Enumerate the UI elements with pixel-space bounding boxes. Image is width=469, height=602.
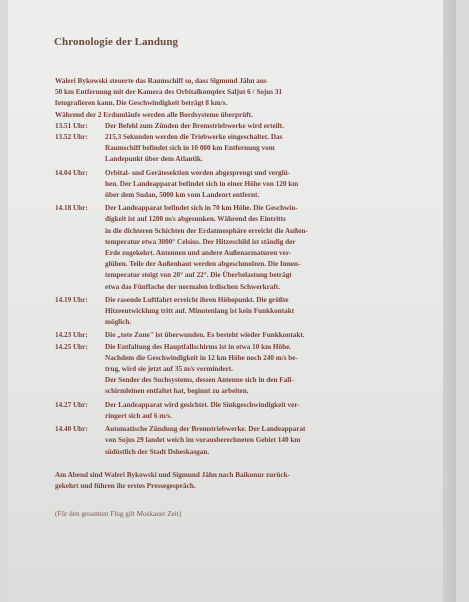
entry-line: möglich.	[105, 318, 132, 327]
entry-line: Landepunkt über dem Atlantik.	[105, 155, 203, 164]
intro-line: 50 km Entfernung mit der Kamera des Orbitalkomplex Saljut 6 / Sojus 31	[55, 88, 283, 97]
entry-time: 14.19 Uhr:	[55, 295, 88, 304]
timeline-entry	[55, 203, 439, 293]
entry-line: Orbital- und Gerätesektion werden abgesprengt und verglü-	[105, 168, 291, 177]
entry-line: Die rasende Luftfahrt erreicht ihren Höhepunkt. Die größte	[105, 295, 289, 304]
entry-time: 13.51 Uhr:	[55, 121, 88, 130]
entry-line: digkeit ist auf 1200 m/s abgesunken. Während des Eintritts	[105, 215, 286, 224]
timeline-entry	[55, 168, 439, 202]
entry-line: glühen. Teile der Außenhaut werden abgeschmolzen. Die Innen-	[105, 260, 301, 269]
document-title: Chronologie der Landung	[54, 36, 179, 48]
entry-line: Raumschiff befindet sich in 10 000 km Entfernung vom	[105, 144, 275, 153]
entry-line: hen. Der Landeapparat befindet sich in einer Höhe von 120 km	[105, 179, 299, 188]
entry-line: Der Landeapparat wird gesichtet. Die Sinkgeschwindigkeit ver-	[105, 400, 300, 409]
timezone-footnote: (Für den gesamten Flug gilt Moskauer Zeit)	[55, 510, 182, 519]
timeline-entry	[55, 295, 439, 329]
closing-paragraph	[55, 470, 439, 492]
entry-time: 14.25 Uhr:	[55, 342, 88, 351]
entry-line: etwa das Fünffache der normalen irdischen Schwerkraft.	[105, 282, 280, 291]
entry-time: 14.27 Uhr:	[55, 400, 88, 409]
entry-line: schirmleinen entfaltet hat, beginnt zu arbeiten.	[105, 387, 249, 396]
entry-line: Der Landeapparat befindet sich in 70 km Höhe. Die Geschwin-	[105, 204, 298, 213]
entry-text	[105, 424, 439, 458]
document-body	[55, 76, 439, 520]
entry-line: Der Sender des Suchsystems, dessen Antenne sich in den Fall-	[105, 376, 294, 385]
entry-line: Erde zugekehrt. Antennen und andere Außenarmaturen ver-	[105, 249, 292, 258]
entry-text	[105, 342, 439, 398]
entry-time: 14.40 Uhr:	[55, 425, 88, 434]
closing-line: Am Abend sind Waleri Bykowski und Sigmund Jähn nach Baikonur zurück-	[55, 470, 291, 479]
entry-text	[105, 168, 439, 202]
entry-line: trug, wird sie jetzt auf 35 m/s vermindert.	[105, 365, 233, 374]
entry-line: Hitzeentwicklung tritt auf. Minutenlang ist kein Funkkontakt	[105, 307, 295, 316]
intro-line: Während der 2 Erdumläufe werden alle Bordsysteme überprüft.	[55, 110, 253, 119]
entry-line: von Sojus 29 landet weich im vorausberechneten Gebiet 140 km	[105, 436, 301, 445]
timeline-entry	[55, 121, 439, 132]
entry-time: 14.04 Uhr:	[55, 168, 88, 177]
entry-line: temperatur steigt von 20° auf 22°. Die Überbelastung beträgt	[105, 271, 292, 280]
sheet-edge-shadow	[443, 0, 456, 602]
intro-line: fotografieren kann. Die Geschwindigkeit beträgt 8 km/s.	[55, 99, 228, 108]
entry-text	[105, 400, 439, 422]
entry-line: Automatische Zündung der Bremstriebwerke. Der Landeapparat	[105, 425, 306, 434]
entry-line: temperatur etwa 3000° Celsius. Der Hitzeschild ist ständig der	[105, 237, 296, 246]
entry-line: 215,3 Sekunden werden die Triebwerke eingeschaltet. Das	[105, 133, 283, 142]
entry-line: ringert sich auf 6 m/s.	[105, 411, 172, 420]
entry-text	[105, 330, 439, 341]
entry-text	[105, 203, 439, 293]
entry-time: 14.23 Uhr:	[55, 331, 88, 340]
document-sheet	[8, 0, 456, 602]
entry-time: 14.18 Uhr:	[55, 204, 88, 213]
entry-line: Der Befehl zum Zünden der Bremstriebwerke wird erteilt.	[105, 121, 284, 130]
entry-text	[105, 121, 439, 132]
timeline-entry	[55, 424, 439, 458]
timeline-entry	[55, 400, 439, 422]
entry-text	[105, 132, 439, 166]
entry-text	[105, 295, 439, 329]
timeline-entry	[55, 330, 439, 341]
intro-line: Waleri Bykowski steuerte das Raumschiff so, dass Sigmund Jähn aus	[55, 77, 267, 85]
entry-line: Die Entfaltung des Hauptfallschirms ist in etwa 10 km Höhe.	[105, 342, 292, 351]
entry-time: 13.52 Uhr:	[55, 133, 88, 142]
intro-paragraph	[55, 76, 439, 121]
timeline-entry	[55, 132, 439, 166]
entry-line: Die „tote Zone" ist überwunden. Es besteht wieder Funkkontakt.	[105, 331, 305, 340]
entry-line: über dem Sudan, 5000 km vom Landeort entfernt.	[105, 191, 260, 200]
timeline-entry	[55, 342, 439, 398]
entry-line: Nachdem die Geschwindigkeit in 12 km Höhe noch 240 m/s be-	[105, 353, 298, 362]
entry-line: südöstlich der Stadt Dsheskasgan.	[105, 447, 210, 456]
closing-line: gekehrt und führen ihr erstes Pressegespräch.	[55, 481, 196, 490]
entry-line: in die dichteren Schichten der Erdatmosphäre erreicht die Außen-	[105, 226, 308, 235]
